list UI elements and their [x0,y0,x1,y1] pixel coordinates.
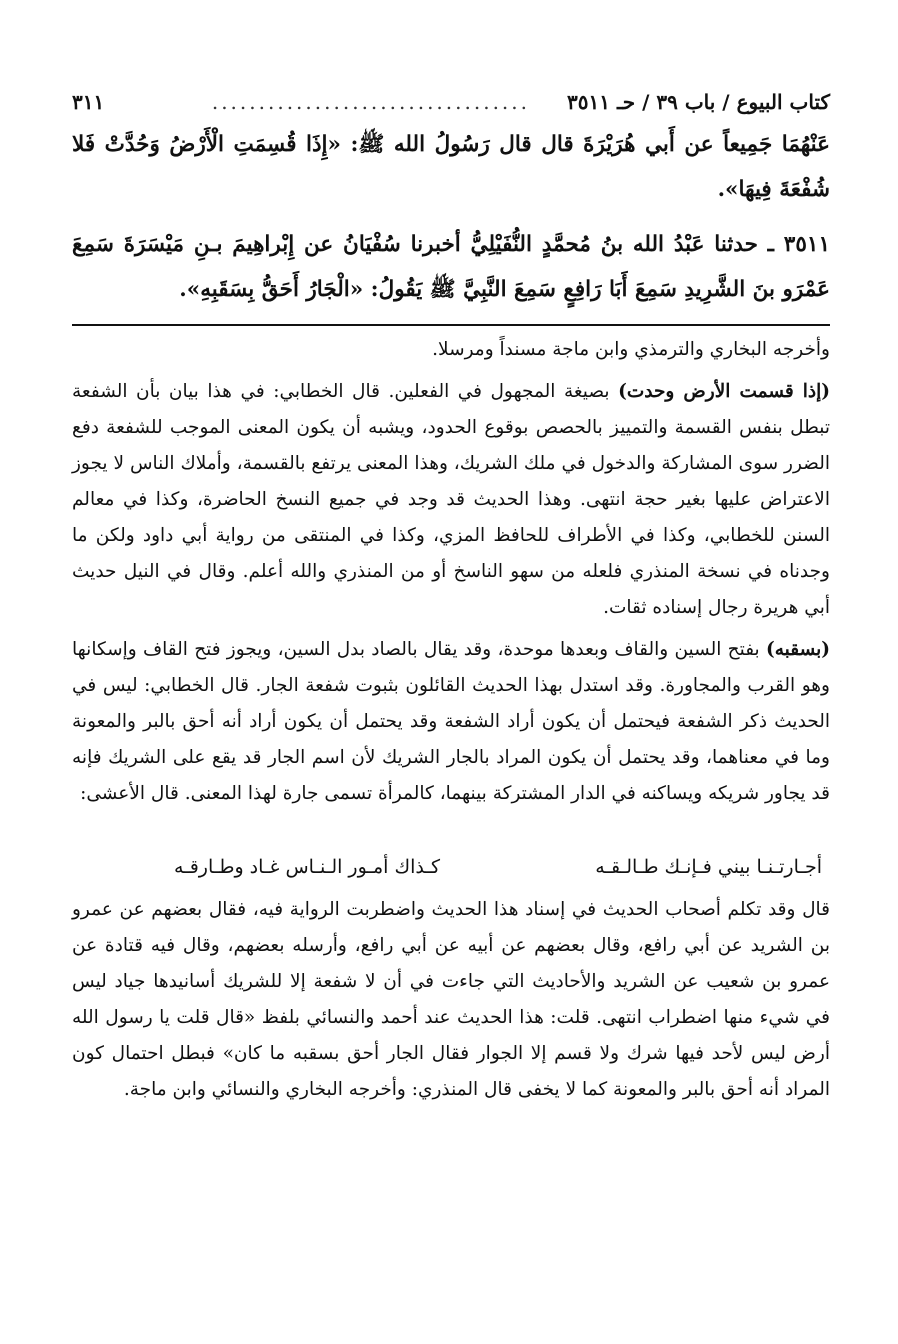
commentary-paragraph-3 [72,632,830,812]
hadith-previous-ending: عَنْهُمَا جَمِيعاً عن أَبي هُرَيْرَةَ قال قال رَسُولُ الله ﷺ: «إِذَا قُسِمَتِ الْأَرْضُ وَحُدَّتْ فَلا شُفْعَةَ فِيهَا». [72,132,830,202]
page-header [72,82,830,122]
commentary-headword: (بسقبه) [765,639,830,660]
commentary-headword: (إذا قسمت الأرض وحدت) [618,381,831,402]
leader-dots: .................................. [211,90,530,114]
commentary-paragraph-2 [72,374,830,626]
book-page [72,82,830,1332]
verse-second-hemistich: كـذاك أمـور الـنـاس غـاد وطـارقـه [173,856,440,878]
separator-line [72,324,830,326]
page-number: ٣١١ [72,90,105,114]
hadith-number: ٣٥١١ [783,232,830,257]
commentary-paragraph-4: قال وقد تكلم أصحاب الحديث في إسناد هذا الحديث واضطربت الرواية فيه، فقال بعضهم عن عمرو بن الشريد عن أبي رافع، وقال بعضهم عن أبيه عن أبي رافع، وأرسله بعضهم، وقال فيه قتادة عن عمرو بن شعيب عن الشريد والأحاديث التي جاءت في أن لا شفعة إلا للشريك أسانيدها جياد ليس في شيء منها اضطراب انتهى. قلت: هذا الحديث عند أحمد والنسائي بلفظ «قال قلت يا رسول الله أرض ليس لأحد فيها شرك ولا قسم إلا الجوار فقال الجار أحق بسقبه ما كان» فبطل احتمال كون المراد أنه أحق بالبر والمعونة كما لا يخفى قال المنذري: وأخرجه البخاري والنسائي وابن ماجة. [72,899,830,1100]
verse-first-hemistich: أجـارتـنـا بيني فـإنـك طـالـقـه [595,856,822,878]
hadith-3511 [72,222,830,312]
commentary-text: بصيغة المجهول في الفعلين. قال الخطابي: في هذا بيان بأن الشفعة تبطل بنفس القسمة والتمييز بالحصص بوقوع الحدود، ويشبه أن يكون المعنى الموجب للشفعة دفع الضرر سوى المشاركة والدخول في ملك الشريك، وهذا المعنى يرتفع بالقسمة، وأملاك الناس لا يجوز الاعتراض عليها بغير حجة انتهى. وهذا الحديث قد وجد في جميع النسخ الحاضرة، وكذا في معالم السنن للخطابي، وكذا في الأطراف للحافظ المزي، وكذا في المنتقى من رواية أبي داود ولكن ما وجدناه في نسخة المنذري فلعله من سهو الناسخ أو من المنذري والله أعلم. وقال في النيل حديث أبي هريرة رجال إسناده ثقات. [72,381,830,618]
commentary-paragraph-1: وأخرجه البخاري والترمذي وابن ماجة مسنداً ومرسلا. [432,339,830,360]
running-title: كتاب البيوع / باب ٣٩ / حـ ٣٥١١ [567,90,830,114]
hadith-text: ـ حدثنا عَبْدُ الله بنُ مُحمَّدٍ النُّفَيْلِيُّ أخبرنا سُفْيَانُ عن إِبْراهِيمَ بـنِ مَيْسَرَةَ سَمِعَ عَمْرَو بنَ الشَّرِيدِ سَمِعَ أَبَا رَافِعٍ سَمِعَ النَّبِيَّ ﷺ يَقُولُ: «الْجَارُ أَحَقُّ بِسَقَبِهِ». [72,232,830,302]
poetry-verse [72,842,830,892]
commentary-text: بفتح السين والقاف وبعدها موحدة، وقد يقال بالصاد بدل السين، ويجوز فتح القاف وإسكانها وهو القرب والمجاورة. وقد استدل بهذا الحديث القائلون بثبوت شفعة الجار. قال الخطابي: ليس في الحديث ذكر الشفعة فيحتمل أن يكون أراد الشفعة وقد يحتمل أن يكون أراد أنه أحق بالبر والمعونة وما في معناهما، وقد يحتمل أن يكون المراد بالجار الشريك لأن اسم الجار قد يقع على الشريك فإنه قد يجاور شريكه ويساكنه في الدار المشتركة بينهما، كالمرأة تسمى جارة لهذا المعنى. قال الأعشى: [72,639,830,804]
